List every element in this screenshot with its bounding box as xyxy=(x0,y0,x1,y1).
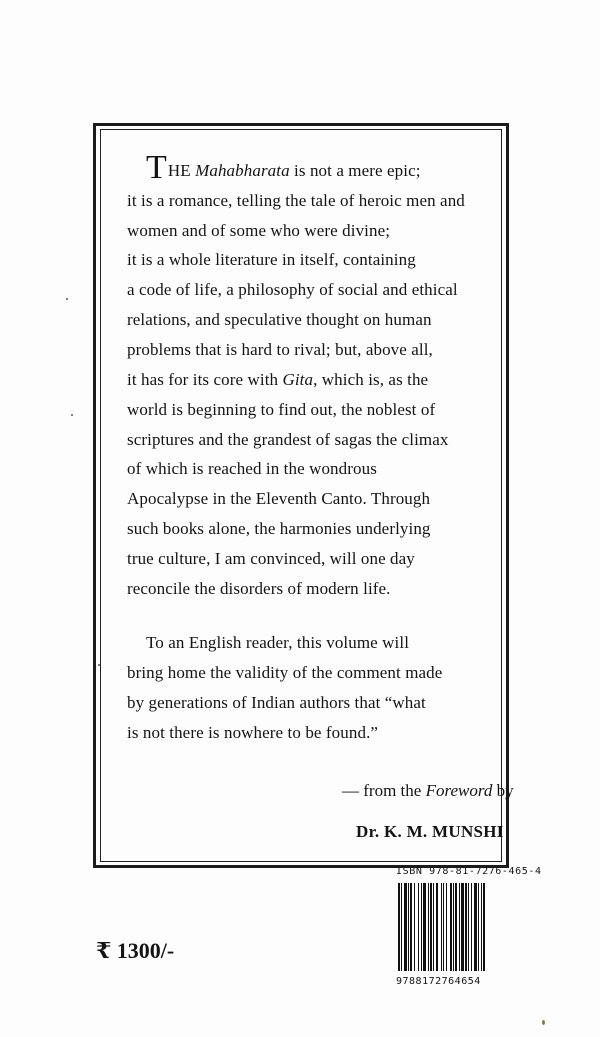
barcode-bar xyxy=(436,883,438,971)
barcode-bar xyxy=(423,883,426,971)
text-line: reconcile the disorders of modern life. xyxy=(127,579,391,598)
paper-speck xyxy=(542,1020,545,1025)
text-line: a code of life, a philosophy of social and ethical xyxy=(127,280,458,299)
barcode-bar xyxy=(483,883,485,971)
text-line: is not there is nowhere to be found.” xyxy=(127,723,379,742)
barcode-bar xyxy=(446,883,447,971)
drop-cap: T xyxy=(146,149,167,186)
barcode-digits: 9788172764654 xyxy=(396,976,481,987)
barcode-bar xyxy=(474,883,477,971)
paper-speck xyxy=(66,298,68,300)
barcode-bar xyxy=(478,883,479,971)
barcode-bars xyxy=(396,883,513,975)
text-line: problems that is hard to rival; but, above all, xyxy=(127,340,433,359)
text-line: it is a romance, telling the tale of heroic men and xyxy=(127,191,465,210)
text-line: relations, and speculative thought on human xyxy=(127,310,432,329)
text-line: it is a whole literature in itself, containing xyxy=(127,250,416,269)
text-line: bring home the validity of the comment made xyxy=(127,663,443,682)
barcode xyxy=(396,883,513,975)
barcode-bar xyxy=(471,883,472,971)
barcode-bar xyxy=(433,883,434,971)
barcode-bar xyxy=(443,883,444,971)
text-line: world is beginning to find out, the noblest of xyxy=(127,400,436,419)
text-line: women and of some who were divine; xyxy=(127,221,391,240)
barcode-bar xyxy=(441,883,442,971)
barcode-bar xyxy=(428,883,429,971)
price-label: ₹ 1300/- xyxy=(96,938,175,963)
text-line: such books alone, the harmonies underlying xyxy=(127,519,431,538)
paper-speck xyxy=(71,414,73,416)
text-line-1: THE Mahabharata is not a mere epic; xyxy=(146,149,421,186)
barcode-bar xyxy=(453,883,454,971)
barcode-bar xyxy=(430,883,432,971)
barcode-bar xyxy=(410,883,412,971)
barcode-bar xyxy=(408,883,409,971)
barcode-bar xyxy=(455,883,457,971)
barcode-bar xyxy=(418,883,419,971)
barcode-bar xyxy=(398,883,400,971)
barcode-bar xyxy=(401,883,402,971)
barcode-bar xyxy=(465,883,467,971)
barcode-bar xyxy=(459,883,460,971)
barcode-bar xyxy=(468,883,469,971)
barcode-bar xyxy=(450,883,452,971)
text-line: of which is reached in the wondrous xyxy=(127,459,377,478)
barcode-bar xyxy=(461,883,464,971)
barcode-bar xyxy=(481,883,482,971)
foreword-attribution: — from the Foreword by xyxy=(342,781,514,800)
author-name: Dr. K. M. MUNSHI xyxy=(356,822,504,841)
paper-speck xyxy=(98,664,100,666)
text-line: scriptures and the grandest of sagas the climax xyxy=(127,430,449,449)
isbn-label: ISBN 978-81-7276-465-4 xyxy=(396,866,542,877)
text-line: true culture, I am convinced, will one day xyxy=(127,549,415,568)
barcode-bar xyxy=(404,883,407,971)
text-line: by generations of Indian authors that “what xyxy=(127,693,426,712)
barcode-bar xyxy=(414,883,415,971)
text-line-gita: it has for its core with Gita, which is, as the xyxy=(127,370,429,389)
barcode-bar xyxy=(421,883,422,971)
text-line: To an English reader, this volume will xyxy=(146,633,410,652)
text-line: Apocalypse in the Eleventh Canto. Through xyxy=(127,489,431,508)
